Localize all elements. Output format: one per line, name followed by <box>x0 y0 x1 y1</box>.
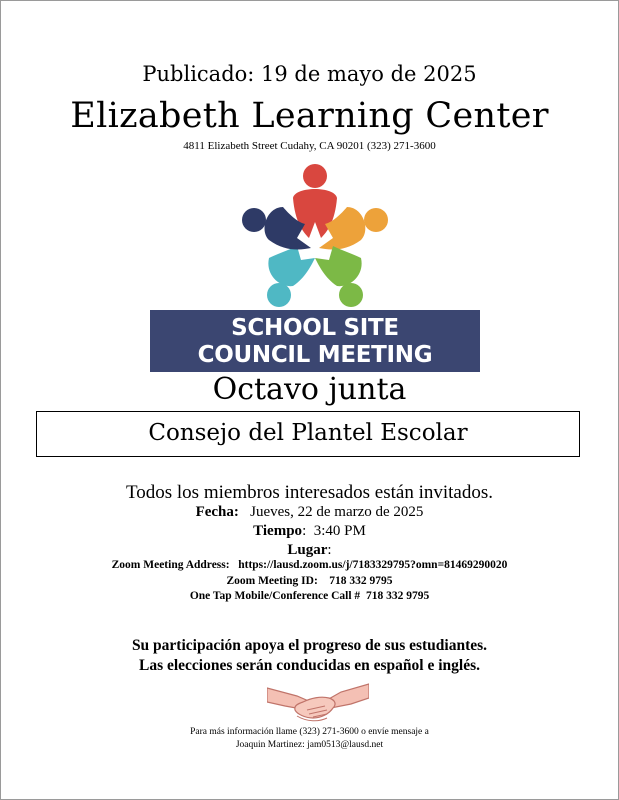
council-title-box <box>36 411 580 457</box>
zoom-id-label: Zoom Meeting ID: <box>226 575 318 587</box>
place-label: Lugar <box>287 542 328 558</box>
support-text: Su participación apoya el progreso de sus estudiantes. <box>131 637 488 654</box>
zoom-id-value: 718 332 9795 <box>329 575 393 587</box>
zoom-address-link[interactable]: https://lausd.zoom.us/j/7183329795?omn=81469290020 <box>238 559 508 571</box>
date-line <box>0 504 619 521</box>
people-circle-logo <box>237 162 393 310</box>
time-line: Tiempo: 3:40 PM <box>253 523 366 539</box>
elections-text: Las elecciones serán conducidas en español e inglés. <box>138 657 480 674</box>
meeting-number: Octavo junta <box>212 372 407 407</box>
banner-line-2: COUNCIL MEETING <box>197 342 433 368</box>
time-value: 3:40 PM <box>313 523 366 539</box>
school-name: Elizabeth Learning Center <box>70 96 549 136</box>
school-address: 4811 Elizabeth Street Cudahy, CA 90201 (323) 271-3600 <box>183 140 436 152</box>
one-tap-value: 718 332 9795 <box>365 590 430 602</box>
time-label: Tiempo <box>253 523 303 539</box>
date-label: Fecha: <box>195 504 239 520</box>
zoom-id-line <box>0 575 619 587</box>
invitation-text: Todos los miembros interesados están invitados. <box>125 482 493 503</box>
posted-date: Publicado: 19 de mayo de 2025 <box>142 62 477 86</box>
school-site-council-banner <box>150 310 480 372</box>
one-tap-line <box>0 590 619 602</box>
banner-line-1: SCHOOL SITE <box>231 315 399 341</box>
zoom-address-label: Zoom Meeting Address: <box>111 559 230 571</box>
council-title: Consejo del Plantel Escolar <box>148 420 468 446</box>
contact-info-line-1: Para más información llame (323) 271-3600 o envíe mensaje a <box>190 727 429 737</box>
place-line: Lugar: <box>287 542 332 558</box>
zoom-address-line <box>0 559 619 571</box>
handshake-icon <box>267 676 369 726</box>
one-tap-label: One Tap Mobile/Conference Call # <box>189 590 361 602</box>
contact-info-line-2: Joaquin Martinez: jam0513@lausd.net <box>235 740 384 750</box>
date-value: Jueves, 22 de marzo de 2025 <box>250 504 424 520</box>
